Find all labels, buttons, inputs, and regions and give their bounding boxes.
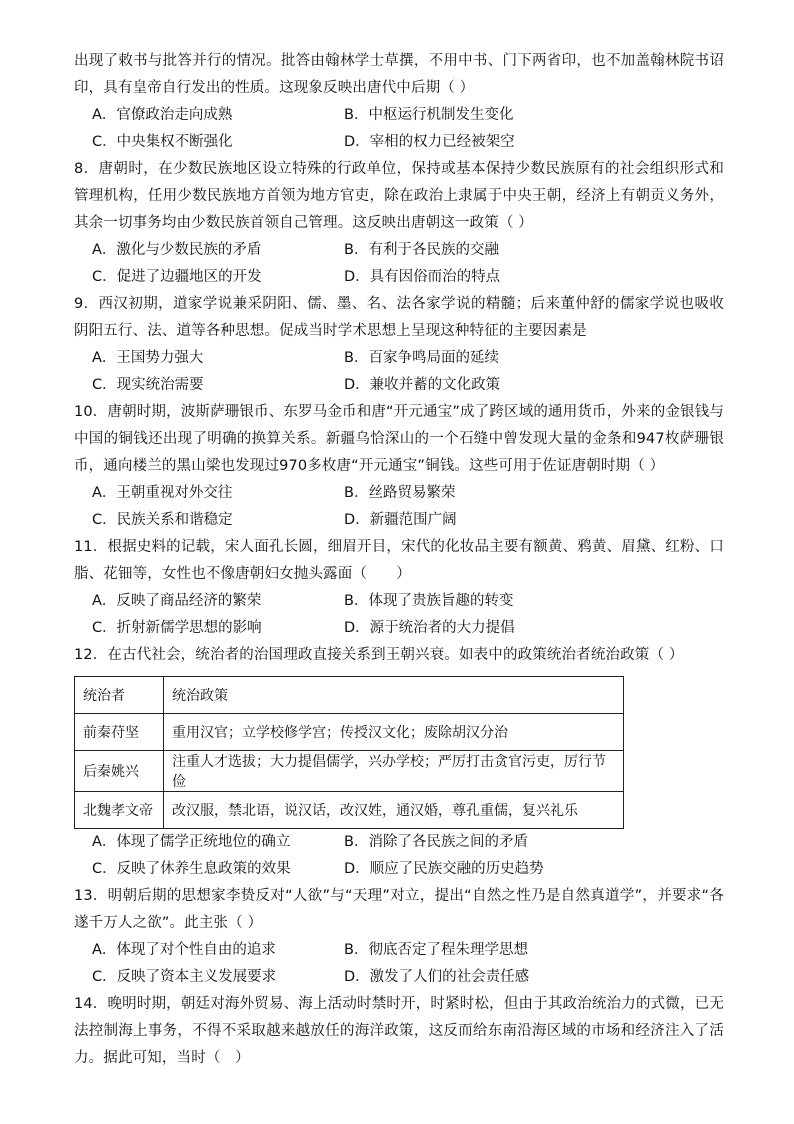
question-9-text: 9．西汉初期，道家学说兼采阴阳、儒、墨、名、法各家学说的精髓；后来董仲舒的儒家学说也吸收阴阳五行、法、道等各种思想。促成当时学术思想上呈现这种特征的主要因素是 <box>74 296 724 339</box>
option-a[interactable]: A．体现了对个性自由的追求 <box>92 942 276 958</box>
table-cell: 后秦姚兴 <box>75 751 164 792</box>
option-c[interactable]: C．中央集权不断强化 <box>92 134 233 150</box>
exam-page <box>74 48 724 1072</box>
question-12-text: 12．在古代社会，统治者的治国理政直接关系到王朝兴衰。如表中的政策统治者统治政策（ ） <box>74 647 684 663</box>
option-b[interactable]: B．有利于各民族的交融 <box>344 242 499 258</box>
option-d[interactable]: D．新疆范围广阔 <box>344 512 457 528</box>
option-a[interactable]: A．反映了商品经济的繁荣 <box>92 593 262 609</box>
question-11-text: 11．根据史料的记载，宋人面孔长圆，细眉开目，宋代的化妆品主要有额黄、鸦黄、眉黛、红粉、口脂、花钿等，女性也不像唐朝妇女抛头露面（ ） <box>74 539 724 582</box>
option-c[interactable]: C．现实统治需要 <box>92 377 204 393</box>
option-b[interactable]: B．中枢运行机制发生变化 <box>344 107 514 123</box>
option-c[interactable]: C．促进了边疆地区的开发 <box>92 269 262 285</box>
table-header-cell: 统治者 <box>75 677 164 714</box>
option-c[interactable]: C．反映了资本主义发展要求 <box>92 969 277 985</box>
table-cell: 改汉服，禁北语，说汉话，改汉姓，通汉婚，尊孔重儒，复兴礼乐 <box>164 792 624 829</box>
option-c[interactable]: C．反映了休养生息政策的效果 <box>92 861 291 877</box>
table-row <box>75 751 624 792</box>
question-14-text: 14．晚明时期，朝廷对海外贸易、海上活动时禁时开，时紧时松，但由于其政治统治力的式微，已无法控制海上事务，不得不采取越来越放任的海洋政策，这反而给东南沿海区域的市场和经济注入了活力。据此可知，当时（ ） <box>74 996 724 1066</box>
table-cell: 重用汉官；立学校修学宫；传授汉文化；废除胡汉分治 <box>164 714 624 751</box>
option-b[interactable]: B．消除了各民族之间的矛盾 <box>344 834 528 850</box>
option-a[interactable]: A．激化与少数民族的矛盾 <box>92 242 262 258</box>
option-d[interactable]: D．宰相的权力已经被架空 <box>344 134 515 150</box>
table-header-row <box>75 677 624 714</box>
option-d[interactable]: D．兼收并蓄的文化政策 <box>344 377 501 393</box>
question-11-options <box>74 588 724 642</box>
option-d[interactable]: D．顺应了民族交融的历史趋势 <box>344 861 544 877</box>
option-a[interactable]: A．体现了儒学正统地位的确立 <box>92 834 291 850</box>
question-13-options <box>74 937 724 991</box>
question-8-options <box>74 237 724 291</box>
question-7-options <box>74 102 724 156</box>
question-7-text: 出现了敕书与批答并行的情况。批答由翰林学士草撰，不用中书、门下两省印，也不加盖翰林院书诏印，具有皇帝自行发出的性质。这现象反映出唐代中后期（ ） <box>74 53 724 96</box>
table-header-cell: 统治政策 <box>164 677 624 714</box>
table-row <box>75 792 624 829</box>
table-row <box>75 714 624 751</box>
option-a[interactable]: A．王朝重视对外交往 <box>92 485 233 501</box>
question-9-options <box>74 345 724 399</box>
option-c[interactable]: C．民族关系和谐稳定 <box>92 512 233 528</box>
option-b[interactable]: B．丝路贸易繁荣 <box>344 485 456 501</box>
question-8-text: 8．唐朝时，在少数民族地区设立特殊的行政单位，保持或基本保持少数民族原有的社会组织形式和管理机构，任用少数民族地方首领为地方官吏，除在政治上隶属于中央王朝，经济上有朝贡义务外，其余一切事务均由少数民族首领自己管理。这反映出唐朝这一政策（ ） <box>74 161 724 231</box>
question-12-options <box>74 829 724 883</box>
question-13-text: 13．明朝后期的思想家李贽反对“人欲”与“天理”对立，提出“自然之性乃是自然真道学”，并要求“各遂千万人之欲”。此主张（ ） <box>74 888 724 931</box>
option-c[interactable]: C．折射新儒学思想的影响 <box>92 620 262 636</box>
option-b[interactable]: B．彻底否定了程朱理学思想 <box>344 942 528 958</box>
table-cell: 北魏孝文帝 <box>75 792 164 829</box>
option-b[interactable]: B．百家争鸣局面的延续 <box>344 350 499 366</box>
table-cell: 注重人才选拔；大力提倡儒学，兴办学校；严厉打击贪官污吏，厉行节俭 <box>164 751 624 792</box>
option-d[interactable]: D．源于统治者的大力提倡 <box>344 620 515 636</box>
option-d[interactable]: D．具有因俗而治的特点 <box>344 269 501 285</box>
option-a[interactable]: A．王国势力强大 <box>92 350 204 366</box>
question-10-options <box>74 480 724 534</box>
option-d[interactable]: D．激发了人们的社会责任感 <box>344 969 530 985</box>
policy-table <box>74 676 624 829</box>
option-a[interactable]: A．官僚政治走向成熟 <box>92 107 233 123</box>
table-cell: 前秦苻坚 <box>75 714 164 751</box>
question-10-text: 10．唐朝时期，波斯萨珊银币、东罗马金币和唐“开元通宝”成了跨区域的通用货币，外来的金银钱与中国的铜钱还出现了明确的换算关系。新疆乌恰深山的一个石缝中曾发现大量的金条和947枚萨珊银币，通向楼兰的黑山梁也发现过970多枚唐“开元通宝”铜钱。这些可用于佐证唐朝时期（ ） <box>74 404 724 474</box>
option-b[interactable]: B．体现了贵族旨趣的转变 <box>344 593 514 609</box>
